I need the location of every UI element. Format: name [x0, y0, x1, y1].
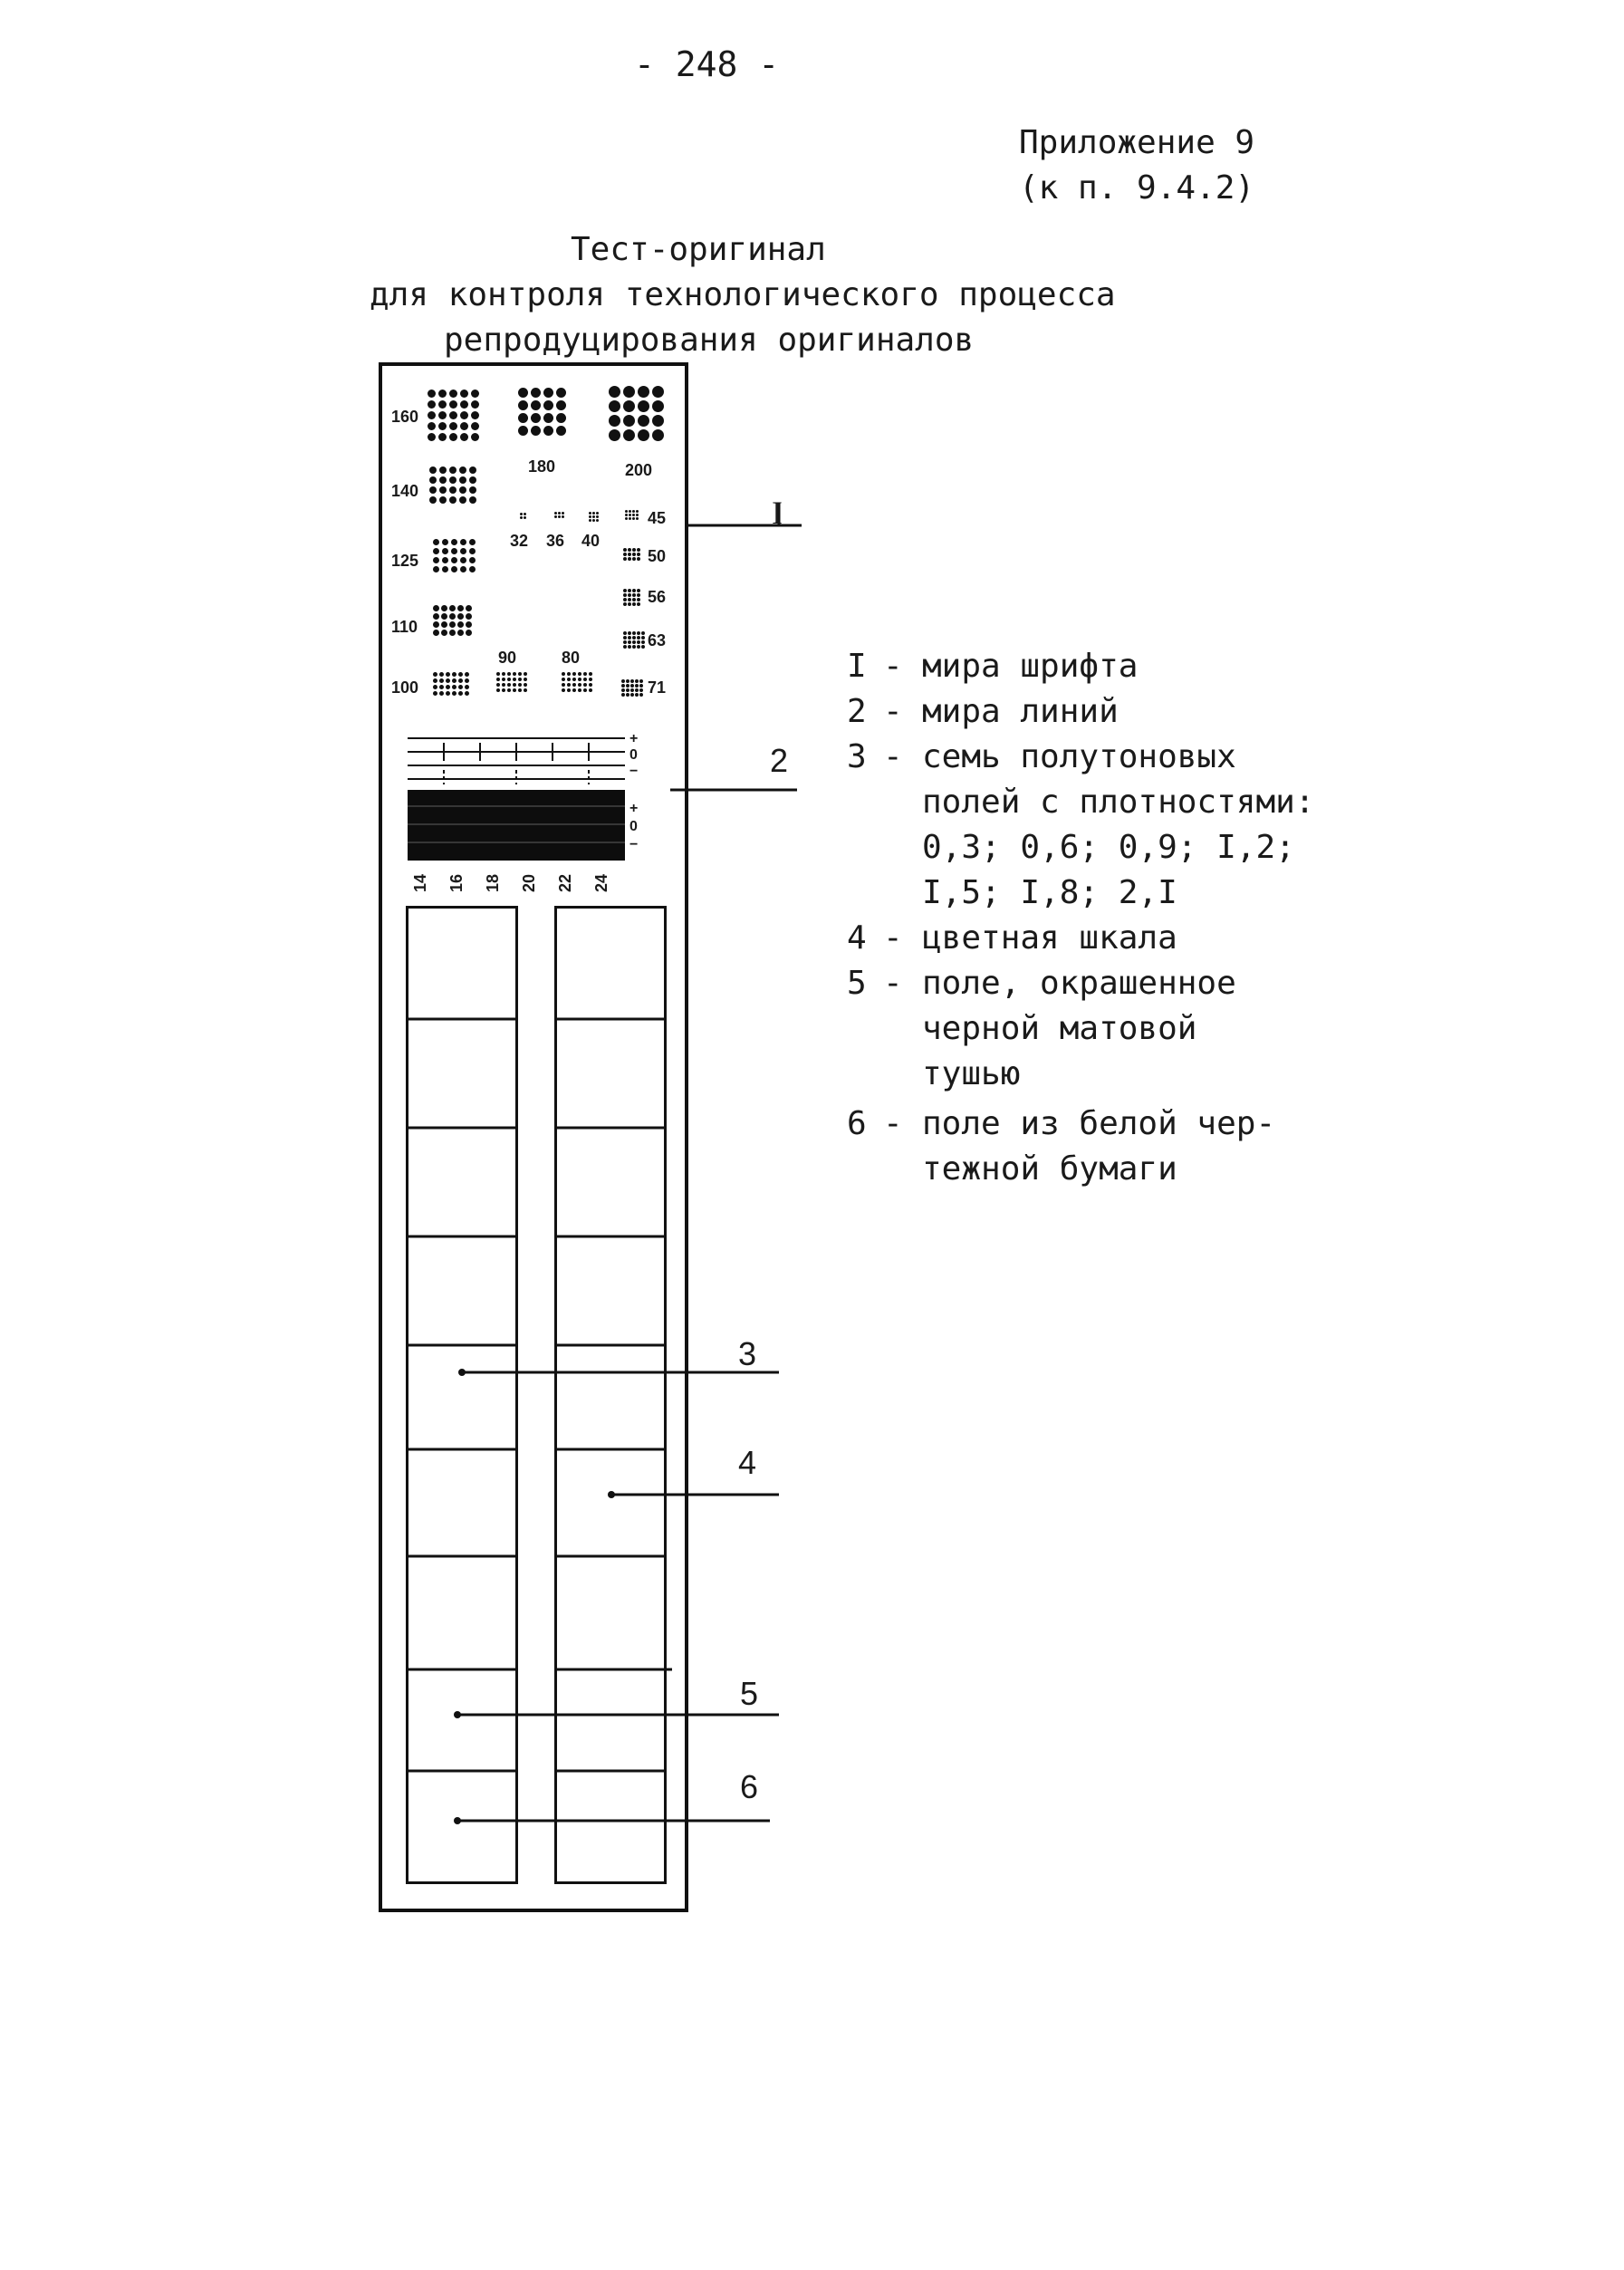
- mire-label-63: 63: [648, 631, 667, 649]
- line-sign-plus-top: +: [629, 731, 639, 746]
- line-sign-minus-bottom: −: [629, 837, 639, 852]
- legend-text-4: цветная шкала: [922, 919, 1177, 957]
- legend-num-6: 6: [847, 1105, 867, 1142]
- mire-label-140: 140: [391, 482, 419, 500]
- callout-4: 4: [738, 1444, 757, 1481]
- legend-num-4: 4: [847, 919, 867, 957]
- legend-text-3c: 0,3; 0,6; 0,9; I,2;: [922, 829, 1295, 866]
- legend-num-3: 3: [847, 738, 867, 775]
- legend-dash-6: -: [883, 1105, 903, 1142]
- legend-text-1: мира шрифта: [922, 648, 1139, 685]
- mire-label-125: 125: [391, 552, 419, 570]
- legend-text-5c: тушью: [922, 1055, 1021, 1092]
- title-line-2: для контроля технологического процесса: [370, 276, 1116, 313]
- legend-dash-1: -: [883, 648, 903, 685]
- legend-num-5: 5: [847, 965, 867, 1002]
- line-sign-plus-bottom: +: [629, 801, 639, 816]
- legend-text-5: поле, окрашенное: [922, 965, 1236, 1002]
- line-sign-minus-top: −: [629, 764, 639, 779]
- mire-label-40: 40: [581, 532, 601, 550]
- line-sign-zero-top: 0: [629, 747, 638, 763]
- legend-text-2: мира линий: [922, 693, 1119, 730]
- callout-1: I: [772, 495, 783, 531]
- line-num-22: 22: [556, 873, 574, 892]
- mire-label-56: 56: [648, 588, 667, 606]
- callout-5: 5: [740, 1675, 759, 1712]
- legend-text-5b: черной матовой: [922, 1010, 1197, 1047]
- legend-num-2: 2: [847, 693, 867, 730]
- mire-label-90: 90: [498, 649, 517, 667]
- mire-label-100: 100: [391, 678, 419, 697]
- legend-text-3d: I,5; I,8; 2,I: [922, 874, 1177, 911]
- callout-3: 3: [738, 1335, 757, 1372]
- mire-label-50: 50: [648, 547, 667, 565]
- legend-dash-4: -: [883, 919, 903, 957]
- callout-6: 6: [740, 1768, 759, 1805]
- legend-num-1: I: [847, 648, 867, 685]
- line-num-14: 14: [411, 873, 429, 892]
- callout-2: 2: [770, 742, 789, 779]
- legend-dash-3: -: [883, 738, 903, 775]
- appendix-reference: (к п. 9.4.2): [1019, 169, 1255, 207]
- mire-label-110: 110: [391, 618, 418, 636]
- mire-label-36: 36: [546, 532, 565, 550]
- legend-dash-2: -: [883, 693, 903, 730]
- mire-label-180: 180: [528, 457, 556, 476]
- legend-text-6: поле из белой чер-: [922, 1105, 1276, 1142]
- line-num-18: 18: [484, 873, 502, 892]
- title-line-1: Тест-оригинал: [571, 231, 826, 268]
- page-number: - 248 -: [634, 44, 780, 84]
- legend-dash-5: -: [883, 965, 903, 1002]
- appendix-label: Приложение 9: [1019, 124, 1255, 161]
- line-num-24: 24: [592, 873, 610, 892]
- legend-text-3b: полей с плотностями:: [922, 784, 1315, 821]
- line-num-16: 16: [447, 873, 466, 892]
- mire-label-32: 32: [510, 532, 529, 550]
- legend-text-6b: тежной бумаги: [922, 1150, 1177, 1188]
- title-line-3: репродуцирования оригиналов: [444, 322, 975, 359]
- line-num-20: 20: [520, 873, 538, 892]
- mire-label-200: 200: [625, 461, 653, 479]
- mire-label-160: 160: [391, 408, 419, 426]
- mire-label-80: 80: [562, 649, 581, 667]
- legend-text-3: семь полутоновых: [922, 738, 1236, 775]
- mire-label-71: 71: [648, 678, 667, 697]
- line-sign-zero-bottom: 0: [629, 819, 638, 834]
- mire-label-45: 45: [648, 509, 667, 527]
